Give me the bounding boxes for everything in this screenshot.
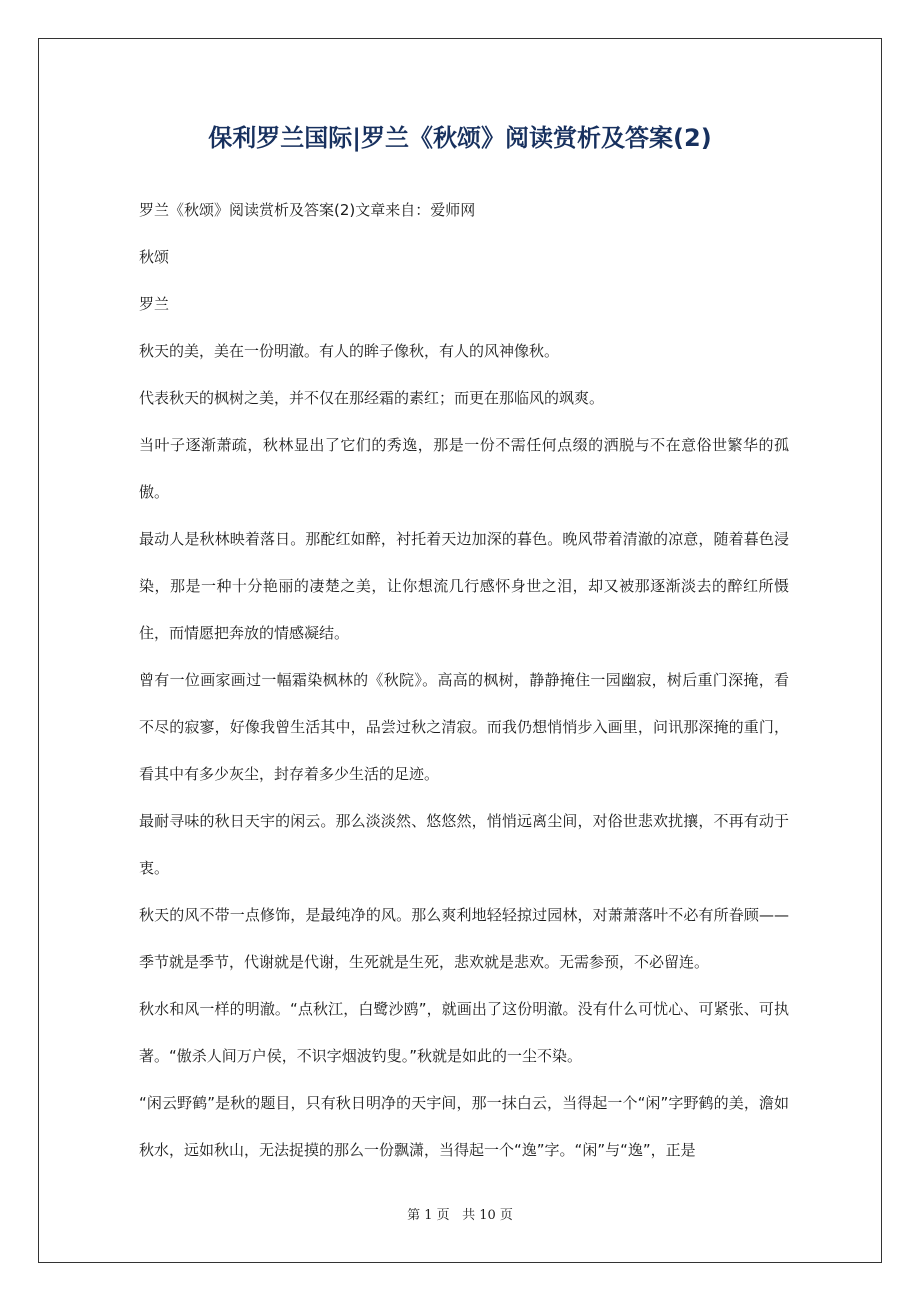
body-paragraph: “闲云野鹤”是秋的题目，只有秋日明净的天宇间，那一抹白云，当得起一个“闲”字野鹤的美，澹如秋水，远如秋山，无法捉摸的那么一份飘潇，当得起一个“逸”字。“闲”与“逸”，正是 — [139, 1094, 789, 1159]
body-paragraph: 秋天的美，美在一份明澈。有人的眸子像秋，有人的风神像秋。 — [139, 342, 560, 360]
body-paragraph: 当叶子逐渐萧疏，秋林显出了它们的秀逸，那是一份不需任何点缀的洒脱与不在意俗世繁华的孤傲。 — [139, 436, 789, 501]
page-number: 第 1 页 — [407, 1208, 450, 1223]
body-paragraph: 秋水和风一样的明澈。“点秋江，白鹭沙鸥”，就画出了这份明澈。没有什么可忧心、可紧张、可执著。“傲杀人间万户侯，不识字烟波钓叟。”秋就是如此的一尘不染。 — [139, 1000, 789, 1065]
body-paragraph: 曾有一位画家画过一幅霜染枫林的《秋院》。高高的枫树，静静掩住一园幽寂，树后重门深掩，看不尽的寂寥，好像我曾生活其中，品尝过秋之清寂。而我仍想悄悄步入画里，问讯那深掩的重门，看其中有多少灰尘，封存着多少生活的足迹。 — [139, 671, 789, 783]
body-paragraph: 代表秋天的枫树之美，并不仅在那经霜的素红；而更在那临风的飒爽。 — [139, 389, 605, 407]
source-line: 罗兰《秋颂》阅读赏析及答案(2)文章来自：爱师网 — [139, 201, 476, 219]
body-paragraph: 秋天的风不带一点修饰，是最纯净的风。那么爽利地轻轻掠过园林，对萧萧落叶不必有所眷顾——季节就是季节，代谢就是代谢，生死就是生死，悲欢就是悲欢。无需参预，不必留连。 — [139, 906, 789, 971]
document-title: 保利罗兰国际|罗兰《秋颂》阅读赏析及答案(2) — [208, 124, 712, 152]
page-footer — [0, 1204, 920, 1228]
body-paragraph: 最动人是秋林映着落日。那酡红如醉，衬托着天边加深的暮色。晚风带着清澈的凉意，随着暮色浸染，那是一种十分艳丽的凄楚之美，让你想流几行感怀身世之泪，却又被那逐渐淡去的醉红所慑住，而情愿把奔放的情感凝结。 — [139, 530, 789, 642]
body-paragraph: 最耐寻味的秋日天宇的闲云。那么淡淡然、悠悠然，悄悄远离尘间，对俗世悲欢扰攘，不再有动于衷。 — [139, 812, 789, 877]
poem-title: 秋颂 — [139, 248, 170, 266]
author-name: 罗兰 — [139, 295, 170, 313]
page-total: 共 10 页 — [462, 1208, 513, 1223]
document-body — [139, 187, 789, 1174]
